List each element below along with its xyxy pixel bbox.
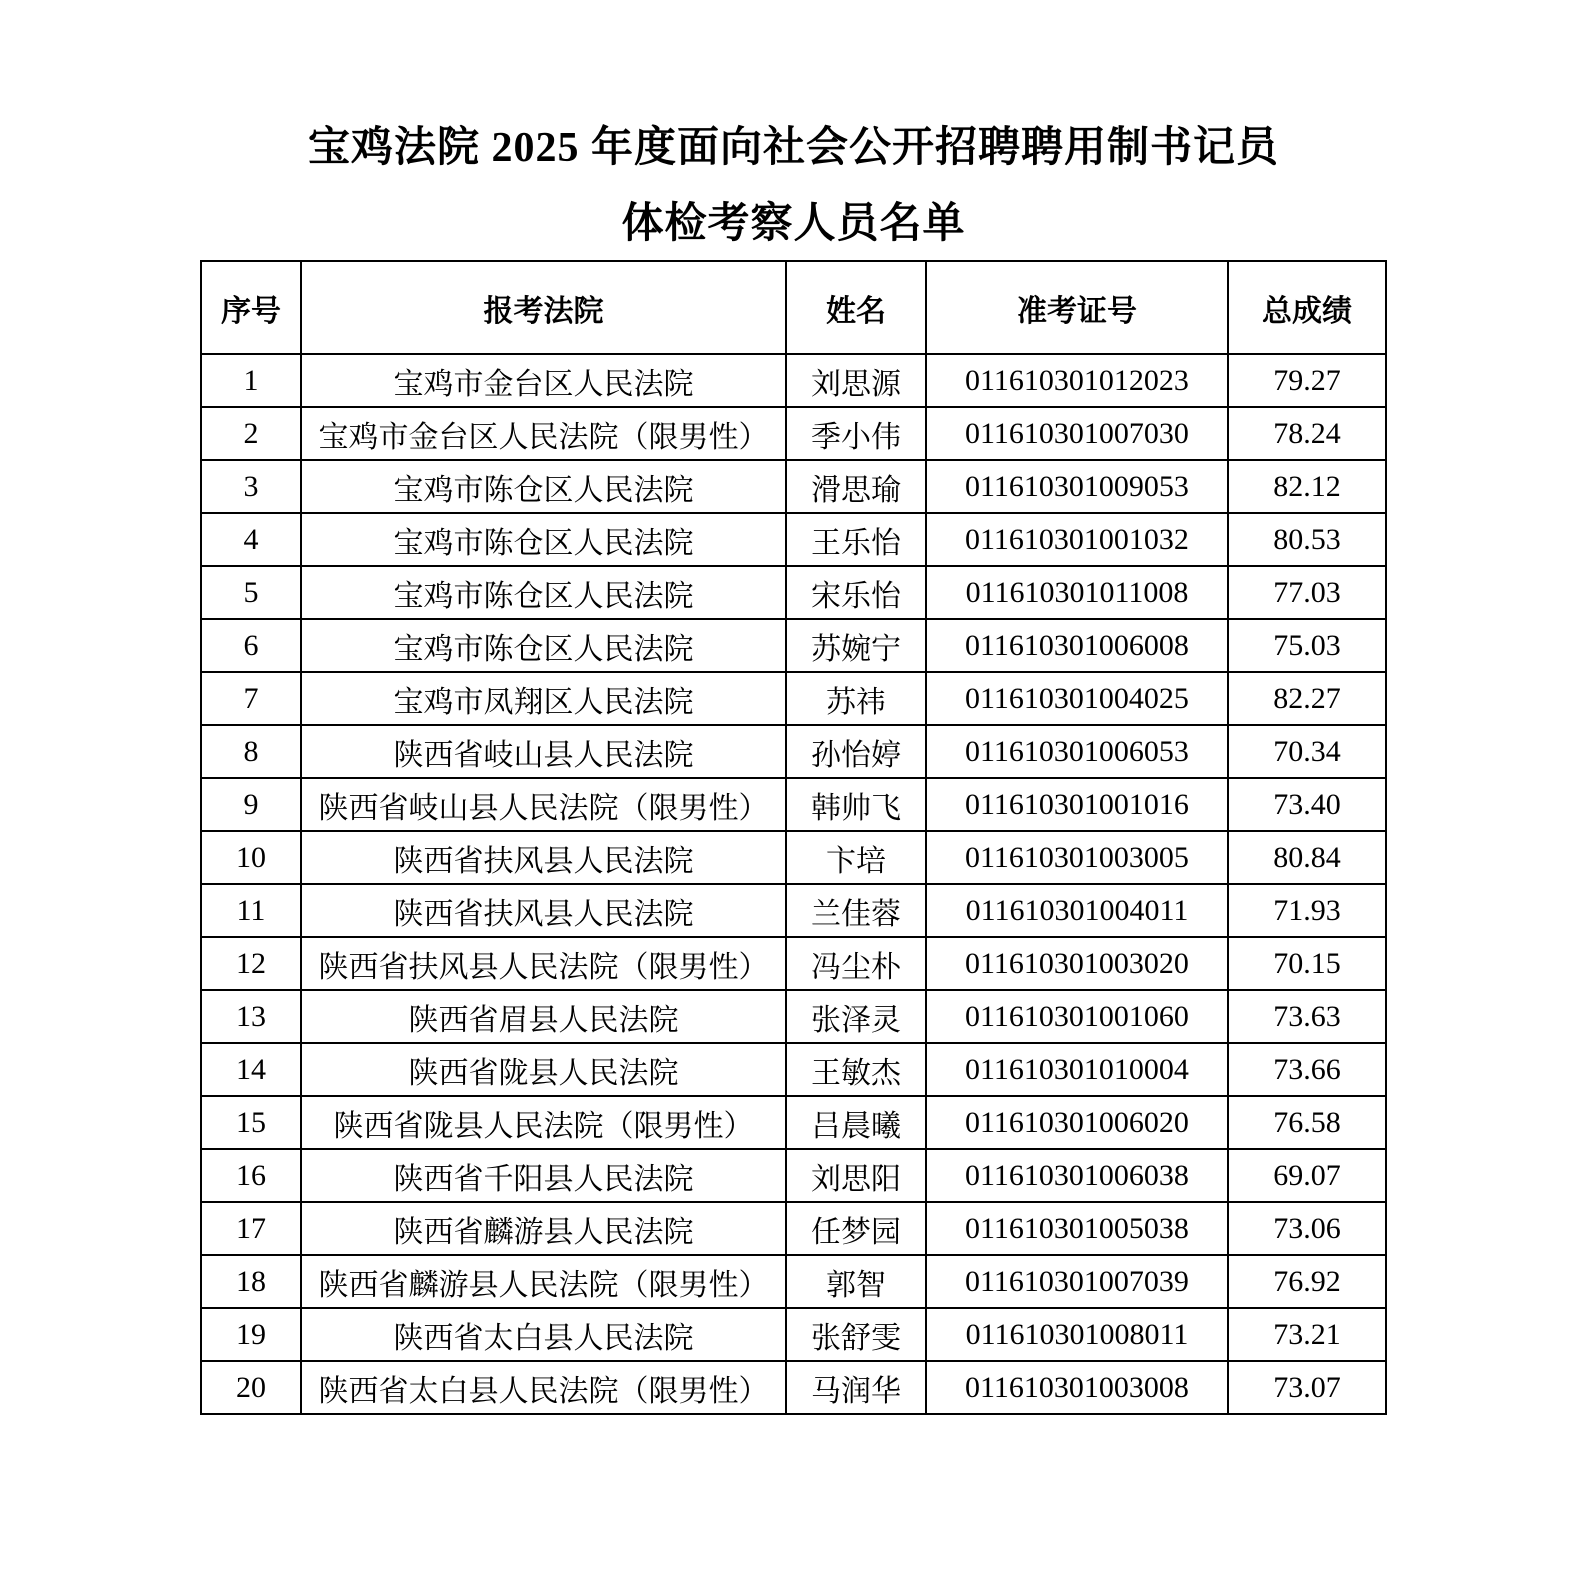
court-name: 陕西省岐山县人民法院 (301, 725, 786, 778)
table-row (201, 990, 1386, 1043)
row-index: 20 (201, 1361, 301, 1414)
row-index: 7 (201, 672, 301, 725)
total-score: 78.24 (1228, 407, 1386, 460)
candidate-name: 季小伟 (786, 407, 926, 460)
row-index: 3 (201, 460, 301, 513)
exam-ticket-number: 011610301001016 (926, 778, 1228, 831)
total-score: 71.93 (1228, 884, 1386, 937)
court-name: 陕西省眉县人民法院 (301, 990, 786, 1043)
table-row (201, 566, 1386, 619)
document-title-line1: 宝鸡法院 2025 年度面向社会公开招聘聘用制书记员 (307, 125, 1279, 171)
exam-ticket-number: 011610301006020 (926, 1096, 1228, 1149)
table-row (201, 1043, 1386, 1096)
candidate-name: 郭智 (786, 1255, 926, 1308)
row-index: 4 (201, 513, 301, 566)
table-body (201, 354, 1386, 1414)
row-index: 13 (201, 990, 301, 1043)
row-index: 17 (201, 1202, 301, 1255)
table-row (201, 1308, 1386, 1361)
exam-ticket-number: 011610301006008 (926, 619, 1228, 672)
candidate-name: 韩帅飞 (786, 778, 926, 831)
exam-ticket-number: 011610301001060 (926, 990, 1228, 1043)
court-name: 宝鸡市金台区人民法院（限男性） (301, 407, 786, 460)
court-name: 宝鸡市陈仓区人民法院 (301, 460, 786, 513)
candidate-name: 冯尘朴 (786, 937, 926, 990)
candidate-name: 张舒雯 (786, 1308, 926, 1361)
exam-ticket-number: 011610301001032 (926, 513, 1228, 566)
table-row (201, 672, 1386, 725)
total-score: 73.07 (1228, 1361, 1386, 1414)
table-row (201, 937, 1386, 990)
table-row (201, 1255, 1386, 1308)
table-row (201, 619, 1386, 672)
candidate-name: 王敏杰 (786, 1043, 926, 1096)
total-score: 70.34 (1228, 725, 1386, 778)
court-name: 宝鸡市凤翔区人民法院 (301, 672, 786, 725)
court-name: 陕西省陇县人民法院 (301, 1043, 786, 1096)
court-name: 宝鸡市陈仓区人民法院 (301, 619, 786, 672)
court-name: 陕西省麟游县人民法院（限男性） (301, 1255, 786, 1308)
candidate-name: 刘思源 (786, 354, 926, 407)
table-row (201, 354, 1386, 407)
row-index: 19 (201, 1308, 301, 1361)
table-row (201, 778, 1386, 831)
total-score: 73.66 (1228, 1043, 1386, 1096)
exam-ticket-number: 011610301003008 (926, 1361, 1228, 1414)
total-score: 82.12 (1228, 460, 1386, 513)
row-index: 12 (201, 937, 301, 990)
exam-ticket-number: 011610301006053 (926, 725, 1228, 778)
col-header-name: 姓名 (786, 261, 926, 354)
exam-ticket-number: 011610301005038 (926, 1202, 1228, 1255)
table-row (201, 1202, 1386, 1255)
table-row (201, 460, 1386, 513)
exam-ticket-number: 011610301008011 (926, 1308, 1228, 1361)
total-score: 76.92 (1228, 1255, 1386, 1308)
candidate-name: 卞培 (786, 831, 926, 884)
candidate-name: 张泽灵 (786, 990, 926, 1043)
exam-ticket-number: 011610301011008 (926, 566, 1228, 619)
row-index: 16 (201, 1149, 301, 1202)
total-score: 80.53 (1228, 513, 1386, 566)
total-score: 75.03 (1228, 619, 1386, 672)
candidate-name: 吕晨曦 (786, 1096, 926, 1149)
candidate-name: 宋乐怡 (786, 566, 926, 619)
row-index: 10 (201, 831, 301, 884)
col-header-total-score: 总成绩 (1228, 261, 1386, 354)
row-index: 1 (201, 354, 301, 407)
document-title-line2: 体检考察人员名单 (621, 201, 966, 247)
candidate-name: 兰佳蓉 (786, 884, 926, 937)
total-score: 73.06 (1228, 1202, 1386, 1255)
exam-ticket-number: 011610301007039 (926, 1255, 1228, 1308)
court-name: 陕西省扶风县人民法院 (301, 831, 786, 884)
candidate-name: 滑思瑜 (786, 460, 926, 513)
court-name: 陕西省扶风县人民法院 (301, 884, 786, 937)
court-name: 陕西省千阳县人民法院 (301, 1149, 786, 1202)
court-name: 陕西省岐山县人民法院（限男性） (301, 778, 786, 831)
exam-ticket-number: 011610301010004 (926, 1043, 1228, 1096)
total-score: 73.40 (1228, 778, 1386, 831)
table-header-row (201, 261, 1386, 354)
court-name: 陕西省陇县人民法院（限男性） (301, 1096, 786, 1149)
total-score: 70.15 (1228, 937, 1386, 990)
total-score: 73.21 (1228, 1308, 1386, 1361)
exam-ticket-number: 011610301003020 (926, 937, 1228, 990)
row-index: 14 (201, 1043, 301, 1096)
col-header-index: 序号 (201, 261, 301, 354)
total-score: 79.27 (1228, 354, 1386, 407)
court-name: 陕西省扶风县人民法院（限男性） (301, 937, 786, 990)
col-header-ticket-number: 准考证号 (926, 261, 1228, 354)
row-index: 15 (201, 1096, 301, 1149)
row-index: 8 (201, 725, 301, 778)
candidate-name: 任梦园 (786, 1202, 926, 1255)
table-row (201, 725, 1386, 778)
row-index: 5 (201, 566, 301, 619)
exam-ticket-number: 011610301009053 (926, 460, 1228, 513)
candidate-name: 刘思阳 (786, 1149, 926, 1202)
table-row (201, 1361, 1386, 1414)
candidate-name: 王乐怡 (786, 513, 926, 566)
row-index: 18 (201, 1255, 301, 1308)
exam-ticket-number: 011610301003005 (926, 831, 1228, 884)
row-index: 6 (201, 619, 301, 672)
candidate-name: 马润华 (786, 1361, 926, 1414)
exam-ticket-number: 011610301007030 (926, 407, 1228, 460)
candidate-name: 苏婉宁 (786, 619, 926, 672)
total-score: 82.27 (1228, 672, 1386, 725)
total-score: 69.07 (1228, 1149, 1386, 1202)
table-row (201, 1149, 1386, 1202)
table-row (201, 513, 1386, 566)
total-score: 80.84 (1228, 831, 1386, 884)
total-score: 76.58 (1228, 1096, 1386, 1149)
court-name: 陕西省麟游县人民法院 (301, 1202, 786, 1255)
table-row (201, 407, 1386, 460)
court-name: 宝鸡市陈仓区人民法院 (301, 566, 786, 619)
court-name: 陕西省太白县人民法院（限男性） (301, 1361, 786, 1414)
exam-ticket-number: 011610301004025 (926, 672, 1228, 725)
court-name: 宝鸡市陈仓区人民法院 (301, 513, 786, 566)
total-score: 73.63 (1228, 990, 1386, 1043)
court-name: 宝鸡市金台区人民法院 (301, 354, 786, 407)
court-name: 陕西省太白县人民法院 (301, 1308, 786, 1361)
row-index: 9 (201, 778, 301, 831)
exam-ticket-number: 011610301012023 (926, 354, 1228, 407)
col-header-court: 报考法院 (301, 261, 786, 354)
candidates-table (200, 260, 1387, 1415)
exam-ticket-number: 011610301006038 (926, 1149, 1228, 1202)
candidate-name: 孙怡婷 (786, 725, 926, 778)
candidate-name: 苏祎 (786, 672, 926, 725)
row-index: 2 (201, 407, 301, 460)
total-score: 77.03 (1228, 566, 1386, 619)
table-row (201, 831, 1386, 884)
exam-ticket-number: 011610301004011 (926, 884, 1228, 937)
table-row (201, 884, 1386, 937)
table-row (201, 1096, 1386, 1149)
row-index: 11 (201, 884, 301, 937)
table-header (201, 261, 1386, 354)
